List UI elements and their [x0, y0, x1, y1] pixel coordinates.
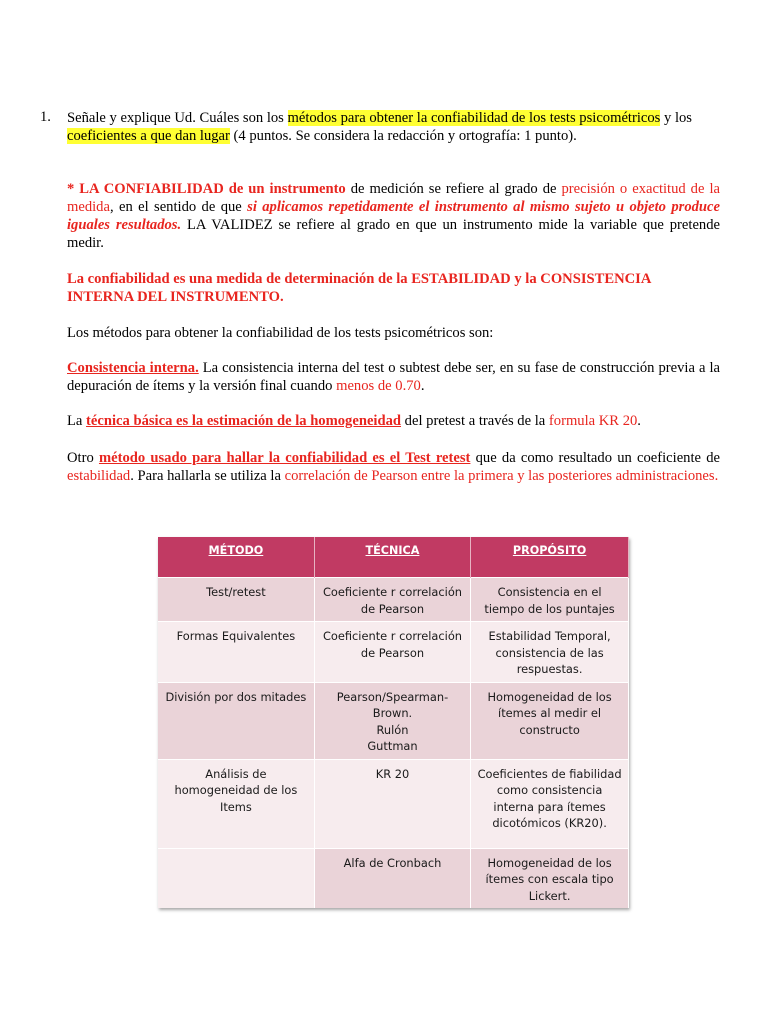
question-text-part: (4 puntos. Se considera la redacción y ortografía: 1 punto).: [229, 128, 577, 144]
question-text-part: y los: [660, 110, 692, 126]
header-metodo: MÉTODO: [158, 537, 314, 578]
methods-table: [158, 537, 629, 908]
question-text-part: Señale y explique Ud. Cuáles son los: [67, 110, 288, 126]
text-part: . Para hallarla se utiliza la: [130, 468, 285, 484]
text-part: La: [67, 413, 87, 429]
term-test-retest: método usado para hallar la confiabilidad es el Test retest: [98, 450, 471, 466]
table-row: [158, 759, 629, 848]
cell-technique: Coeficiente r correlación de Pearson: [314, 578, 470, 622]
question-number: 1.: [40, 109, 51, 125]
text-kr20: formula KR 20: [548, 413, 638, 429]
cell-method: Formas Equivalentes: [158, 622, 314, 683]
text-threshold: menos de 0.70: [336, 378, 421, 394]
cell-technique: Coeficiente r correlación de Pearson: [314, 622, 470, 683]
table-row: [158, 682, 629, 759]
paragraph-estabilidad: La confiabilidad es una medida de determinación de la ESTABILIDAD y la CONSISTENCIA INTERNA DEL INSTRUMENTO.: [67, 271, 651, 305]
cell-purpose: Estabilidad Temporal, consistencia de las respuestas.: [471, 622, 629, 683]
cell-technique: KR 20: [314, 759, 470, 848]
text-validez: LA VALIDEZ se refiere al grado en que un instrumento mide la variable que pretende medir.: [67, 217, 720, 251]
paragraph-tecnica: [67, 412, 720, 430]
text-part: La consistencia interna del test o subtest debe ser, en su fase de construcción previa a la depuración de ítems y la versión final cuando: [67, 360, 721, 394]
text-part: de medición se refiere al grado de: [345, 181, 562, 197]
cell-purpose: Homogeneidad de los ítemes al medir el constructo: [471, 682, 629, 759]
highlight-methods: métodos para obtener la confiabilidad de los tests psicométricos: [287, 110, 661, 126]
text-repetition: si aplicamos repetidamente el instrumento al mismo sujeto u objeto produce iguales resultados.: [67, 199, 720, 233]
term-consistencia-interna: Consistencia interna.: [67, 360, 199, 376]
paragraph-methods-intro: Los métodos para obtener la confiabilidad de los tests psicométricos son:: [67, 325, 494, 341]
cell-method: Análisis de homogeneidad de los Items: [158, 759, 314, 848]
text-precision: precisión o exactitud de la medida: [67, 181, 720, 215]
cell-purpose: Homogeneidad de los ítemes con escala tipo Lickert.: [471, 848, 629, 908]
header-tecnica: TÉCNICA: [314, 537, 470, 578]
text-part: .: [420, 378, 425, 394]
text-part: Otro: [67, 450, 99, 466]
cell-purpose: Consistencia en el tiempo de los puntajes: [471, 578, 629, 622]
term-confiabilidad: * LA CONFIABILIDAD de un instrumento: [67, 181, 346, 197]
highlight-coefficients: coeficientes a que dan lugar: [67, 128, 230, 144]
cell-method: Test/retest: [158, 578, 314, 622]
table-row: [158, 578, 629, 622]
paragraph-confiabilidad: [67, 180, 720, 252]
table-row: [158, 622, 629, 683]
question-text: [67, 109, 720, 145]
text-part: que da como resultado un coeficiente de: [470, 450, 720, 466]
cell-technique: Alfa de Cronbach: [314, 848, 470, 908]
header-proposito: PROPÓSITO: [471, 537, 629, 578]
cell-technique: Pearson/Spearman-Brown. Rulón Guttman: [314, 682, 470, 759]
cell-method: División por dos mitades: [158, 682, 314, 759]
table-row: [158, 848, 629, 908]
cell-method: [158, 848, 314, 908]
text-part: , en el sentido de que: [109, 199, 248, 215]
text-part: .: [637, 413, 641, 429]
text-estabilidad: estabilidad: [67, 468, 131, 484]
text-pearson: correlación de Pearson entre la primera y las posteriores administraciones.: [284, 468, 719, 484]
term-tecnica-basica: técnica básica es la estimación de la homogeneidad: [86, 413, 402, 429]
table-header-row: [158, 537, 629, 578]
paragraph-test-retest: [67, 449, 720, 485]
cell-purpose: Coeficientes de fiabilidad como consistencia interna para ítemes dicotómicos (KR20).: [471, 759, 629, 848]
question-1: [40, 109, 720, 145]
text-part: del pretest a través de la: [401, 413, 549, 429]
paragraph-consistencia: [67, 359, 720, 395]
